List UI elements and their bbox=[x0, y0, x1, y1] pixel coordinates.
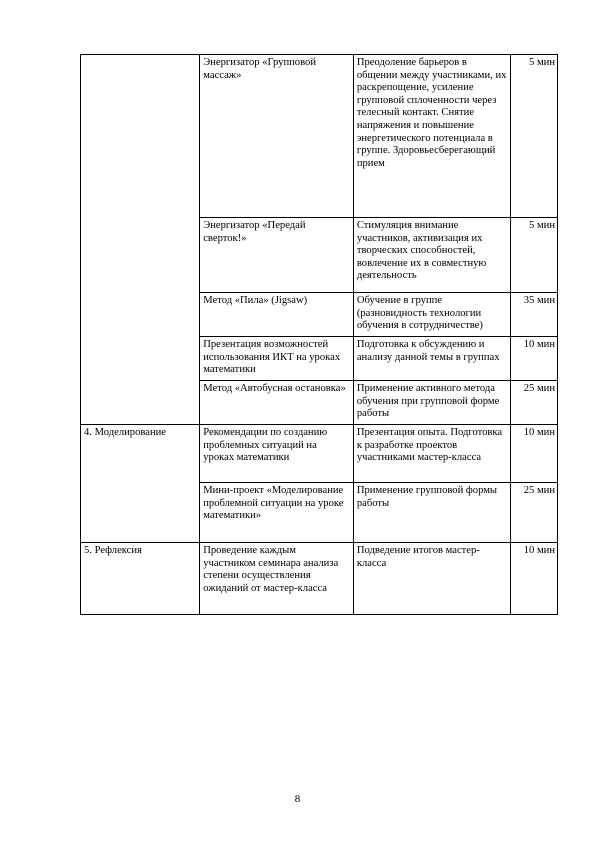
time-cell: 35 мин bbox=[511, 293, 558, 337]
activity-cell: Презентация возможностей использования ИКТ на уроках математики bbox=[200, 337, 354, 381]
goal-cell: Применение активного метода обучения при групповой форме работы bbox=[353, 381, 511, 425]
activity-cell: Рекомендации по созданию проблемных ситуаций на уроках математики bbox=[200, 425, 354, 483]
time-cell: 10 мин bbox=[511, 337, 558, 381]
goal-cell: Подготовка к обсуждению и анализу данной темы в группах bbox=[353, 337, 511, 381]
time-cell: 25 мин bbox=[511, 483, 558, 543]
activity-cell: Мини-проект «Моделирование проблемной ситуации на уроке математики» bbox=[200, 483, 354, 543]
time-cell: 25 мин bbox=[511, 381, 558, 425]
stage-cell: 5. Рефлексия bbox=[81, 543, 200, 615]
table-row bbox=[81, 543, 558, 615]
stage-cell bbox=[81, 55, 200, 425]
time-cell: 5 мин bbox=[511, 218, 558, 293]
goal-cell: Преодоление барьеров в общении между участниками, их раскрепощение, усиление групповой сплоченности через телесный контакт. Снятие напряжения и повышение энергетического потенциала в группе. Здоровьесберегающий прием bbox=[353, 55, 511, 218]
activity-cell: Проведение каждым участником семинара анализа степени осуществления ожиданий от мастер-класса bbox=[200, 543, 354, 615]
goal-cell: Стимуляция внимание участников, активизация их творческих способностей, вовлечение их в совместную деятельность bbox=[353, 218, 511, 293]
activity-cell: Метод «Автобусная остановка» bbox=[200, 381, 354, 425]
goal-cell: Применение групповой формы работы bbox=[353, 483, 511, 543]
goal-cell: Обучение в группе (разновидность технологии обучения в сотрудничестве) bbox=[353, 293, 511, 337]
table-row bbox=[81, 425, 558, 483]
goal-cell: Подведение итогов мастер-класса bbox=[353, 543, 511, 615]
time-cell: 5 мин bbox=[511, 55, 558, 218]
table-row bbox=[81, 55, 558, 218]
activity-cell: Метод «Пила» (Jigsaw) bbox=[200, 293, 354, 337]
page-number: 8 bbox=[294, 793, 301, 805]
seminar-plan-table bbox=[80, 54, 558, 615]
time-cell: 10 мин bbox=[511, 425, 558, 483]
activity-cell: Энергизатор «Групповой массаж» bbox=[200, 55, 354, 218]
stage-cell: 4. Моделирование bbox=[81, 425, 200, 543]
goal-cell: Презентация опыта. Подготовка к разработке проектов участниками мастер-класса bbox=[353, 425, 511, 483]
activity-cell: Энергизатор «Передай сверток!» bbox=[200, 218, 354, 293]
time-cell: 10 мин bbox=[511, 543, 558, 615]
